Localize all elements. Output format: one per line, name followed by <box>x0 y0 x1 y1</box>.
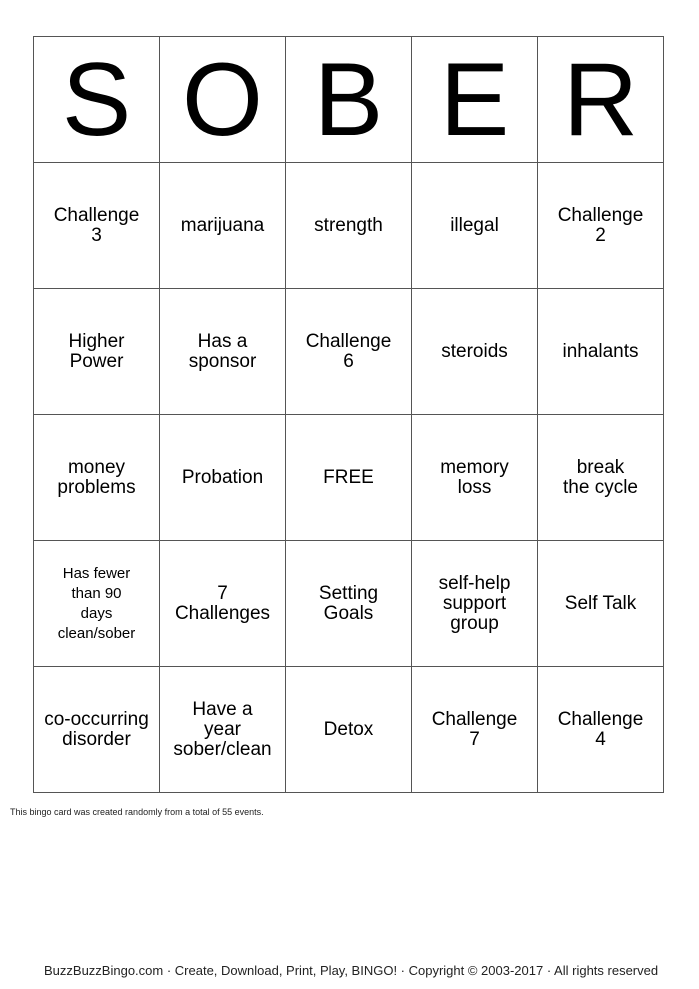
header-cell-s: S <box>34 37 160 163</box>
header-cell-o: O <box>160 37 286 163</box>
header-cell-e: E <box>412 37 538 163</box>
generation-note: This bingo card was created randomly from a total of 55 events. <box>10 807 264 817</box>
bingo-cell: inhalants <box>538 289 664 415</box>
bingo-cell: marijuana <box>160 163 286 289</box>
bingo-cell: break the cycle <box>538 415 664 541</box>
bingo-cell: co-occurring disorder <box>34 667 160 793</box>
bingo-cell: Challenge 6 <box>286 289 412 415</box>
free-space-cell: FREE <box>286 415 412 541</box>
header-cell-r: R <box>538 37 664 163</box>
card-row-1 <box>34 163 664 289</box>
bingo-cell: Challenge 7 <box>412 667 538 793</box>
bingo-cell: Probation <box>160 415 286 541</box>
bingo-cell: steroids <box>412 289 538 415</box>
bingo-cell: Challenge 3 <box>34 163 160 289</box>
header-row <box>34 37 664 163</box>
bingo-cell: self-help support group <box>412 541 538 667</box>
bingo-card <box>33 36 664 793</box>
card-row-3 <box>34 415 664 541</box>
bingo-cell: memory loss <box>412 415 538 541</box>
bingo-cell: illegal <box>412 163 538 289</box>
bingo-cell: Higher Power <box>34 289 160 415</box>
bingo-cell: Have a year sober/clean <box>160 667 286 793</box>
bingo-cell: Has fewer than 90 days clean/sober <box>34 541 160 667</box>
card-row-4 <box>34 541 664 667</box>
bingo-cell: Challenge 2 <box>538 163 664 289</box>
bingo-cell: Setting Goals <box>286 541 412 667</box>
bingo-cell: 7 Challenges <box>160 541 286 667</box>
bingo-cell: strength <box>286 163 412 289</box>
site-footer: BuzzBuzzBingo.com · Create, Download, Print, Play, BINGO! · Copyright © 2003-2017 · All rights reserved <box>44 963 659 978</box>
bingo-cell: Challenge 4 <box>538 667 664 793</box>
bingo-cell: Detox <box>286 667 412 793</box>
card-row-5 <box>34 667 664 793</box>
bingo-cell: money problems <box>34 415 160 541</box>
card-row-2 <box>34 289 664 415</box>
header-cell-b: B <box>286 37 412 163</box>
bingo-cell: Self Talk <box>538 541 664 667</box>
bingo-cell: Has a sponsor <box>160 289 286 415</box>
